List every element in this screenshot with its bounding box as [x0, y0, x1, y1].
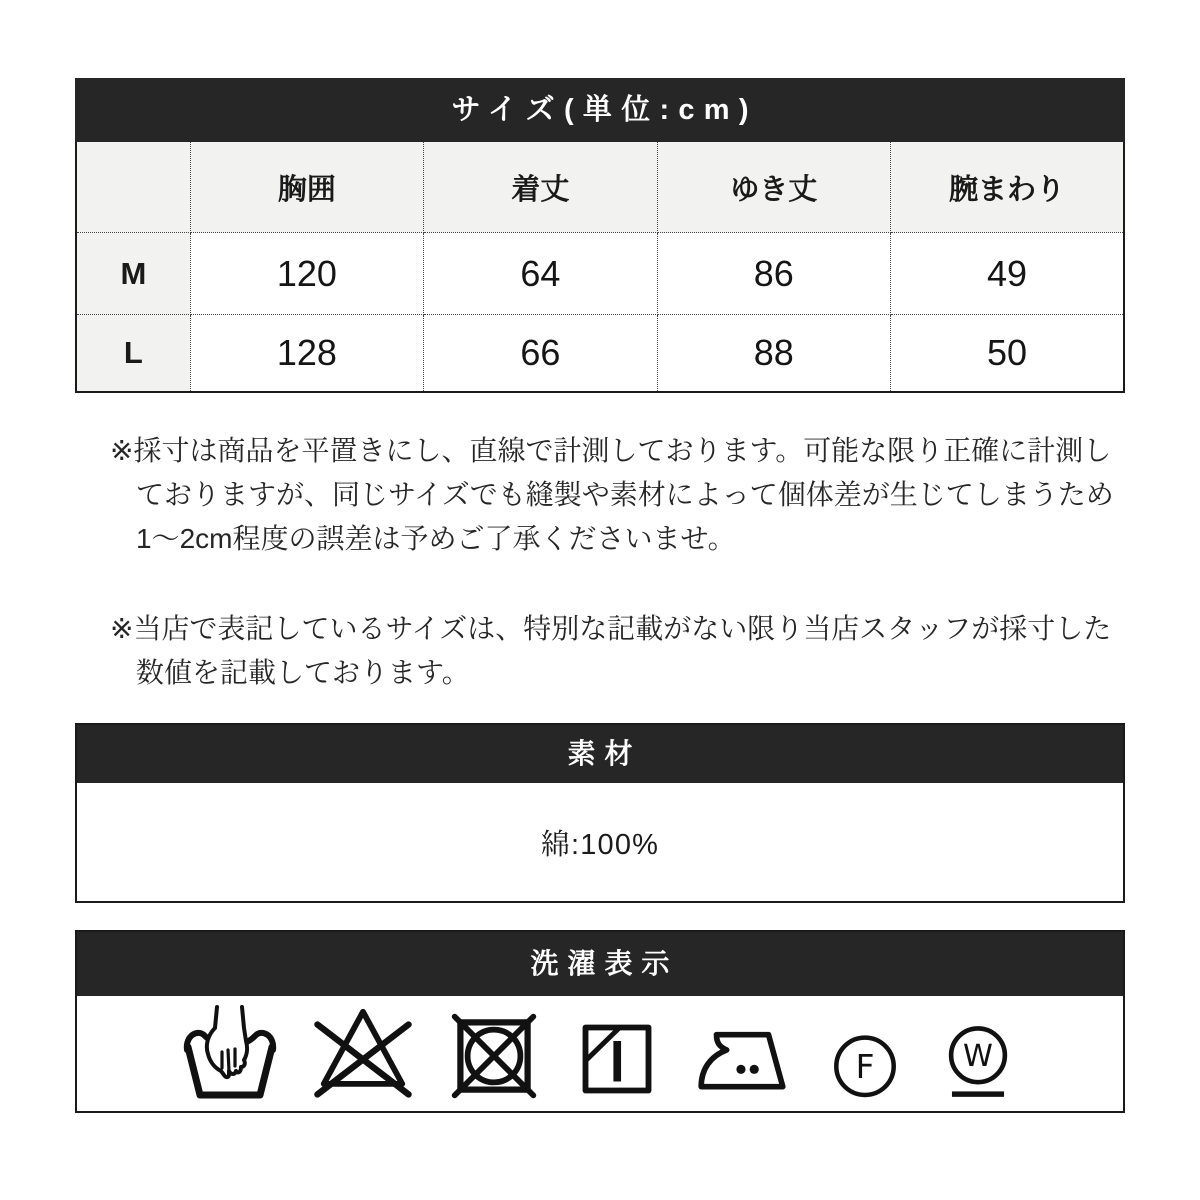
care-section [75, 930, 1125, 1113]
size-label-m: M [76, 233, 190, 315]
care-section-title: 洗濯表示 [77, 932, 1123, 996]
dry-clean-f-icon [824, 1022, 906, 1104]
column-header-sleeve: ゆき丈 [657, 142, 890, 233]
hand-wash-icon [180, 1004, 280, 1104]
note-line: ※採寸は商品を平置きにし、直線で計測しております。可能な限り正確に計測し [110, 435, 1112, 466]
note-line: 数値を記載しております。 [136, 657, 470, 688]
material-section-title: 素材 [77, 725, 1123, 783]
size-table [75, 142, 1125, 393]
iron-medium-heat-icon [692, 1002, 794, 1104]
column-header-arm: 腕まわり [891, 142, 1124, 233]
line-dry-in-shade-icon [572, 1014, 662, 1104]
value-cell: 49 [891, 233, 1124, 315]
column-header-chest: 胸囲 [190, 142, 423, 233]
corner-cell [76, 142, 190, 233]
note-line: ※当店で表記しているサイズは、特別な記載がない限り当店スタッフが採寸した [110, 613, 1112, 644]
value-cell: 86 [657, 233, 890, 315]
size-label-l: L [76, 315, 190, 393]
material-value: 綿:100% [540, 828, 660, 861]
care-icons-row [77, 996, 1123, 1111]
note-line: 1〜2cm程度の誤差は予めご了承くださいませ。 [136, 523, 736, 554]
size-section [75, 78, 1125, 393]
value-cell: 120 [190, 233, 423, 315]
wet-clean-letter: W [963, 1039, 993, 1075]
value-cell: 66 [424, 315, 657, 393]
measurement-note [75, 429, 1125, 561]
column-header-length: 着丈 [424, 142, 657, 233]
do-not-tumble-dry-icon [446, 1008, 542, 1104]
table-row [76, 315, 1124, 393]
value-cell: 128 [190, 315, 423, 393]
size-notation-note [75, 607, 1125, 695]
note-line: ておりますが、同じサイズでも縫製や素材によって個体差が生じてしまうため [136, 479, 1114, 510]
product-info-page [75, 0, 1125, 1113]
table-row [76, 233, 1124, 315]
material-section [75, 723, 1125, 903]
do-not-bleach-icon [310, 998, 416, 1104]
wet-clean-w-icon [936, 1020, 1020, 1104]
size-table-header-row [76, 142, 1124, 233]
value-cell: 64 [424, 233, 657, 315]
size-section-title: サイズ(単位:cm) [75, 78, 1125, 142]
value-cell: 50 [891, 315, 1124, 393]
dry-clean-letter: F [855, 1047, 875, 1086]
value-cell: 88 [657, 315, 890, 393]
